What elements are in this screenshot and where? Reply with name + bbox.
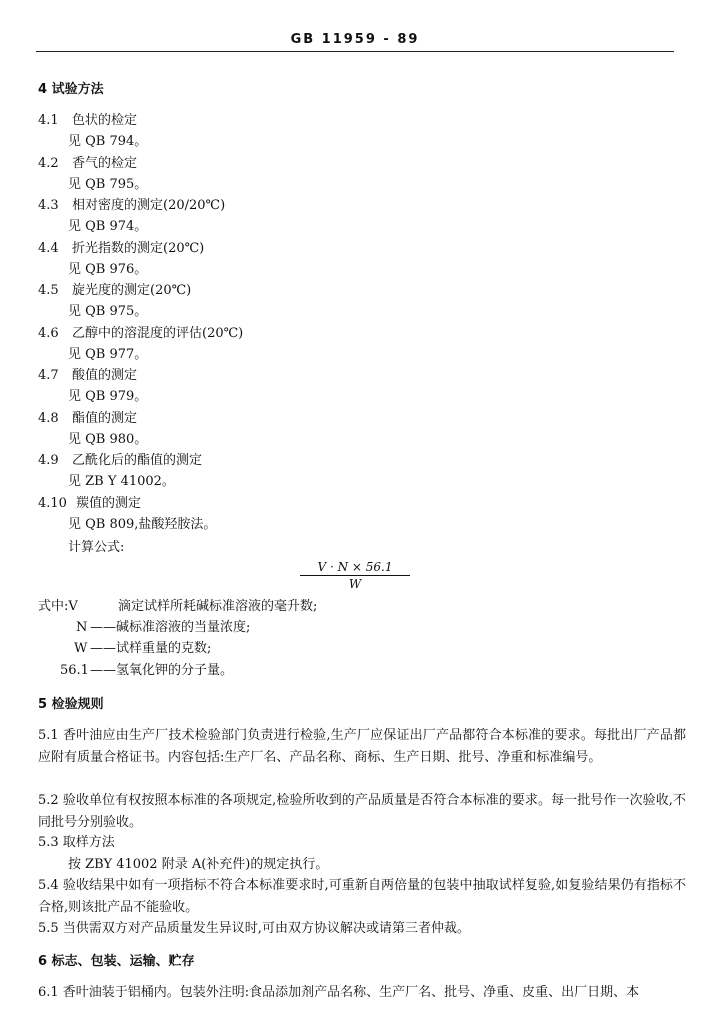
clause-5-1: 5.1 香叶油应由生产厂技术检验部门负责进行检验,生产厂应保证出厂产品都符合本标准的要求。每批出厂产品都应附有质量合格证书。内容包括:生产厂名、产品名称、商标、生产日期、批号、净重和标准编号。 xyxy=(38,728,686,765)
clause-title-text: 乙醇中的溶混度的评估(20℃) xyxy=(72,325,244,341)
clause-5-3-body: 按 ZBY 41002 附录 A(补充件)的规定执行。 xyxy=(68,857,329,872)
clause-number: 4.8 xyxy=(38,410,59,426)
section-5-heading: 5 检验规则 xyxy=(38,697,104,712)
clause-number: 4.10 xyxy=(38,495,67,511)
variable-description: ——试样重量的克数; xyxy=(90,641,212,656)
clause-title xyxy=(38,496,141,512)
variable-description: ——碱标准溶液的当量浓度; xyxy=(90,620,251,635)
variable-symbol: W xyxy=(74,641,88,656)
clause-5-3-title: 5.3 取样方法 xyxy=(38,835,115,850)
clause-title xyxy=(38,368,137,384)
clause-reference: 见 QB 795。 xyxy=(68,176,148,192)
clause-number: 4.9 xyxy=(38,453,59,468)
clause-number: 4.1 xyxy=(38,113,59,128)
formula-numerator: V · N × 56.1 xyxy=(300,560,410,576)
clause-title-text: 色状的检定 xyxy=(72,113,138,128)
variable-description: ——氢氧化钾的分子量。 xyxy=(90,663,234,678)
clause-reference: 见 QB 974。 xyxy=(68,219,148,234)
formula xyxy=(300,560,410,591)
formula-label: 计算公式: xyxy=(68,540,125,555)
clause-number: 4.4 xyxy=(38,240,59,256)
clause-title-text: 乙酰化后的酯值的测定 xyxy=(72,453,203,468)
variable-symbol: 56.1 xyxy=(60,663,89,678)
clause-title xyxy=(38,113,137,129)
clause-title-text: 香气的检定 xyxy=(72,155,138,171)
clause-number: 4.6 xyxy=(38,325,59,341)
formula-denominator: W xyxy=(348,577,362,591)
clause-5-4: 5.4 验收结果中如有一项指标不符合本标准要求时,可重新自两倍量的包装中抽取试样复验,如复验结果仍有指标不合格,则该批产品不能验收。 xyxy=(38,878,686,915)
clause-title-text: 相对密度的测定(20/20℃) xyxy=(72,198,226,213)
clause-title xyxy=(38,241,204,257)
clause-title-text: 折光指数的测定(20℃) xyxy=(72,240,205,256)
variable-symbol: N xyxy=(76,620,88,635)
variable-description: 滴定试样所耗碱标准溶液的毫升数; xyxy=(118,599,318,614)
clause-title xyxy=(38,156,137,172)
clause-title-text: 酯值的测定 xyxy=(72,410,138,426)
clause-reference: 见 QB 979。 xyxy=(68,389,148,404)
clause-title xyxy=(38,198,225,214)
clause-title xyxy=(38,326,243,342)
section-4-heading: 4 试验方法 xyxy=(38,82,104,97)
clause-title xyxy=(38,453,202,469)
clause-title xyxy=(38,283,191,299)
standard-code-header: GB 11959 - 89 xyxy=(290,32,420,47)
clause-reference: 见 QB 809,盐酸羟胺法。 xyxy=(68,516,217,532)
clause-reference: 见 QB 976。 xyxy=(68,261,148,277)
clause-title-text: 旋光度的测定(20℃) xyxy=(72,283,192,298)
clause-number: 4.2 xyxy=(38,155,59,171)
header-divider xyxy=(36,51,674,52)
clause-title-text: 羰值的测定 xyxy=(76,495,142,511)
clause-5-2: 5.2 验收单位有权按照本标准的各项规定,检验所收到的产品质量是否符合本标准的要求。每一批号作一次验收,不同批号分别验收。 xyxy=(38,793,686,830)
clause-reference: 见 QB 975。 xyxy=(68,304,148,319)
clause-reference: 见 ZB Y 41002。 xyxy=(68,474,175,489)
variable-symbol: 式中:V xyxy=(38,599,78,614)
clause-title-text: 酸值的测定 xyxy=(72,368,138,383)
clause-number: 4.5 xyxy=(38,283,59,298)
clause-number: 4.7 xyxy=(38,368,59,383)
clause-number: 4.3 xyxy=(38,198,59,213)
clause-reference: 见 QB 977。 xyxy=(68,346,148,362)
clause-reference: 见 QB 794。 xyxy=(68,134,148,149)
clause-reference: 见 QB 980。 xyxy=(68,431,148,447)
clause-6-1: 6.1 香叶油装于铝桶内。包装外注明:食品添加剂产品名称、生产厂名、批号、净重、皮重、出厂日期、本 xyxy=(38,985,640,1000)
clause-5-5: 5.5 当供需双方对产品质量发生异议时,可由双方协议解决或请第三者仲裁。 xyxy=(38,921,470,936)
section-6-heading: 6 标志、包装、运输、贮存 xyxy=(38,954,195,969)
clause-title xyxy=(38,411,137,427)
